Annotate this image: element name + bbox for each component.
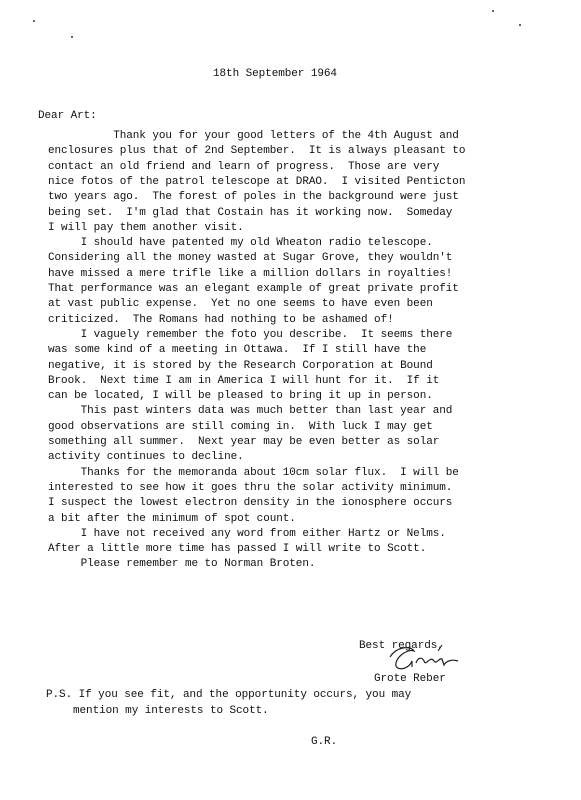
body-line: a bit after the minimum of spot count. bbox=[48, 513, 296, 525]
body-line: I vaguely remember the foto you describe. It seems there bbox=[48, 329, 453, 341]
body-line: being set. I'm glad that Costain has it working now. Someday bbox=[48, 207, 453, 219]
body-line: Please remember me to Norman Broten. bbox=[48, 558, 316, 570]
body-line: at vast public expense. Yet no one seems to have even been bbox=[48, 298, 433, 310]
postscript-line: mention my interests to Scott. bbox=[73, 705, 269, 717]
signature-name: Grote Reber bbox=[374, 673, 446, 685]
body-line: I should have patented my old Wheaton radio telescope. bbox=[48, 237, 433, 249]
body-line: I have not received any word from either Hartz or Nelms. bbox=[48, 528, 446, 540]
body-line: interested to see how it goes thru the solar activity minimum. bbox=[48, 482, 453, 494]
body-line: negative, it is stored by the Research Corporation at Bound bbox=[48, 360, 433, 372]
salutation: Dear Art: bbox=[38, 110, 97, 122]
body-line: enclosures plus that of 2nd September. It is always pleasant to bbox=[48, 145, 466, 157]
body-line: was some kind of a meeting in Ottawa. If I still have the bbox=[48, 344, 427, 356]
body-line: I will pay them another visit. bbox=[48, 222, 244, 234]
body-line: two years ago. The forest of poles in the background were just bbox=[48, 191, 459, 203]
initials: G.R. bbox=[311, 736, 338, 748]
body-line: Thank you for your good letters of the 4th August and bbox=[48, 130, 459, 142]
body-line: Considering all the money wasted at Sugar Grove, they wouldn't bbox=[48, 252, 453, 264]
body-line: can be located, I will be pleased to bring it up in person. bbox=[48, 390, 433, 402]
body-line: criticized. The Romans had nothing to be ashamed of! bbox=[48, 314, 394, 326]
body-line: This past winters data was much better than last year and bbox=[48, 405, 453, 417]
postscript-line: P.S. If you see fit, and the opportunity occurs, you may bbox=[46, 689, 412, 701]
body-line: Thanks for the memoranda about 10cm solar flux. I will be bbox=[48, 467, 459, 479]
body-line: contact an old friend and learn of progress. Those are very bbox=[48, 161, 440, 173]
body-line: something all summer. Next year may be even better as solar bbox=[48, 436, 440, 448]
body-line: That performance was an elegant example of great private profit bbox=[48, 283, 459, 295]
scan-speck bbox=[519, 24, 521, 26]
handwritten-signature bbox=[384, 641, 464, 675]
body-line: After a little more time has passed I will write to Scott. bbox=[48, 543, 427, 555]
body-line: I suspect the lowest electron density in the ionosphere occurs bbox=[48, 497, 453, 509]
body-line: activity continues to decline. bbox=[48, 451, 244, 463]
scan-speck bbox=[33, 20, 35, 22]
body-line: have missed a mere trifle like a million dollars in royalties! bbox=[48, 268, 453, 280]
letter-date: 18th September 1964 bbox=[213, 68, 337, 80]
scan-speck bbox=[71, 36, 73, 38]
body-line: good observations are still coming in. With luck I may get bbox=[48, 421, 433, 433]
scan-speck bbox=[492, 10, 494, 12]
closing: Best regards, bbox=[359, 640, 444, 652]
body-line: Brook. Next time I am in America I will hunt for it. If it bbox=[48, 375, 440, 387]
body-line: nice fotos of the patrol telescope at DRAO. I visited Penticton bbox=[48, 176, 466, 188]
